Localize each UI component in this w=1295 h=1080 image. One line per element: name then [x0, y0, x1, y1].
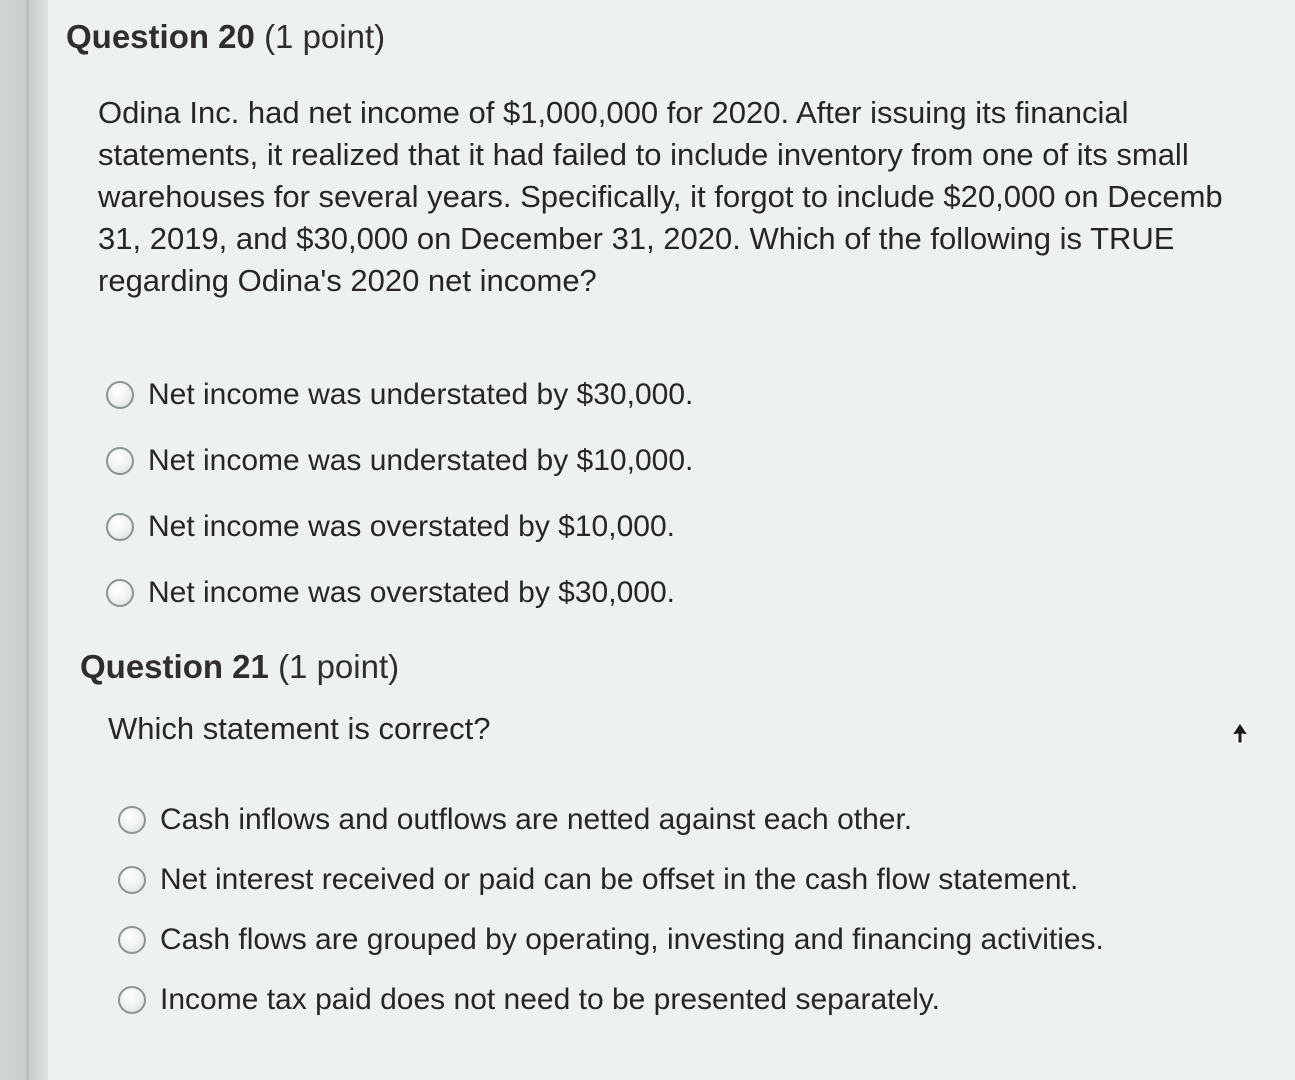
question-text-line: 31, 2019, and $30,000 on December 31, 2020. Which of the following is TRUE	[98, 221, 1175, 256]
answer-option-1[interactable]	[106, 362, 1295, 428]
left-rule-divider	[26, 0, 29, 1080]
answer-options	[118, 790, 1295, 1030]
answer-option-3[interactable]	[118, 910, 1295, 970]
answer-option-label[interactable]: Net income was overstated by $10,000.	[148, 510, 675, 543]
answer-option-4[interactable]	[106, 560, 1295, 626]
quiz-page	[48, 0, 1295, 1080]
question-text-line: regarding Odina's 2020 net income?	[98, 263, 597, 298]
question-number: Question 20	[66, 18, 255, 55]
answer-option-label[interactable]: Net interest received or paid can be offset in the cash flow statement.	[160, 863, 1079, 896]
question-header	[66, 18, 1295, 56]
radio-unselected-icon[interactable]	[106, 447, 134, 475]
radio-unselected-icon[interactable]	[118, 806, 146, 834]
answer-option-label[interactable]: Net income was overstated by $30,000.	[148, 576, 675, 609]
answer-option-label[interactable]: Cash inflows and outflows are netted against each other.	[160, 803, 913, 836]
answer-option-4[interactable]	[118, 970, 1295, 1030]
radio-unselected-icon[interactable]	[118, 926, 146, 954]
question-text-line: Which statement is correct?	[108, 711, 491, 746]
left-margin	[0, 0, 48, 1080]
question-points: (1 point)	[264, 18, 386, 55]
question-points: (1 point)	[278, 648, 400, 685]
answer-options	[106, 362, 1295, 626]
question-text-line: statements, it realized that it had failed to include inventory from one of its small	[98, 137, 1189, 172]
answer-option-1[interactable]	[118, 790, 1295, 850]
question-text	[108, 708, 1295, 750]
question-21	[48, 648, 1295, 1030]
question-text	[98, 92, 1295, 302]
mouse-pointer-icon	[1230, 722, 1250, 744]
radio-unselected-icon[interactable]	[106, 381, 134, 409]
answer-option-2[interactable]	[106, 428, 1295, 494]
radio-unselected-icon[interactable]	[106, 579, 134, 607]
radio-unselected-icon[interactable]	[118, 866, 146, 894]
question-number: Question 21	[80, 648, 269, 685]
question-20	[48, 18, 1295, 626]
question-header	[80, 648, 1295, 686]
answer-option-label[interactable]: Net income was understated by $30,000.	[148, 378, 694, 411]
question-text-line: Odina Inc. had net income of $1,000,000 for 2020. After issuing its financial	[98, 95, 1129, 130]
answer-option-label[interactable]: Income tax paid does not need to be presented separately.	[160, 983, 940, 1016]
radio-unselected-icon[interactable]	[118, 986, 146, 1014]
answer-option-3[interactable]	[106, 494, 1295, 560]
answer-option-label[interactable]: Net income was understated by $10,000.	[148, 444, 694, 477]
answer-option-2[interactable]	[118, 850, 1295, 910]
radio-unselected-icon[interactable]	[106, 513, 134, 541]
answer-option-label[interactable]: Cash flows are grouped by operating, investing and financing activities.	[160, 923, 1104, 956]
question-text-line: warehouses for several years. Specifically, it forgot to include $20,000 on Decemb	[98, 179, 1223, 214]
